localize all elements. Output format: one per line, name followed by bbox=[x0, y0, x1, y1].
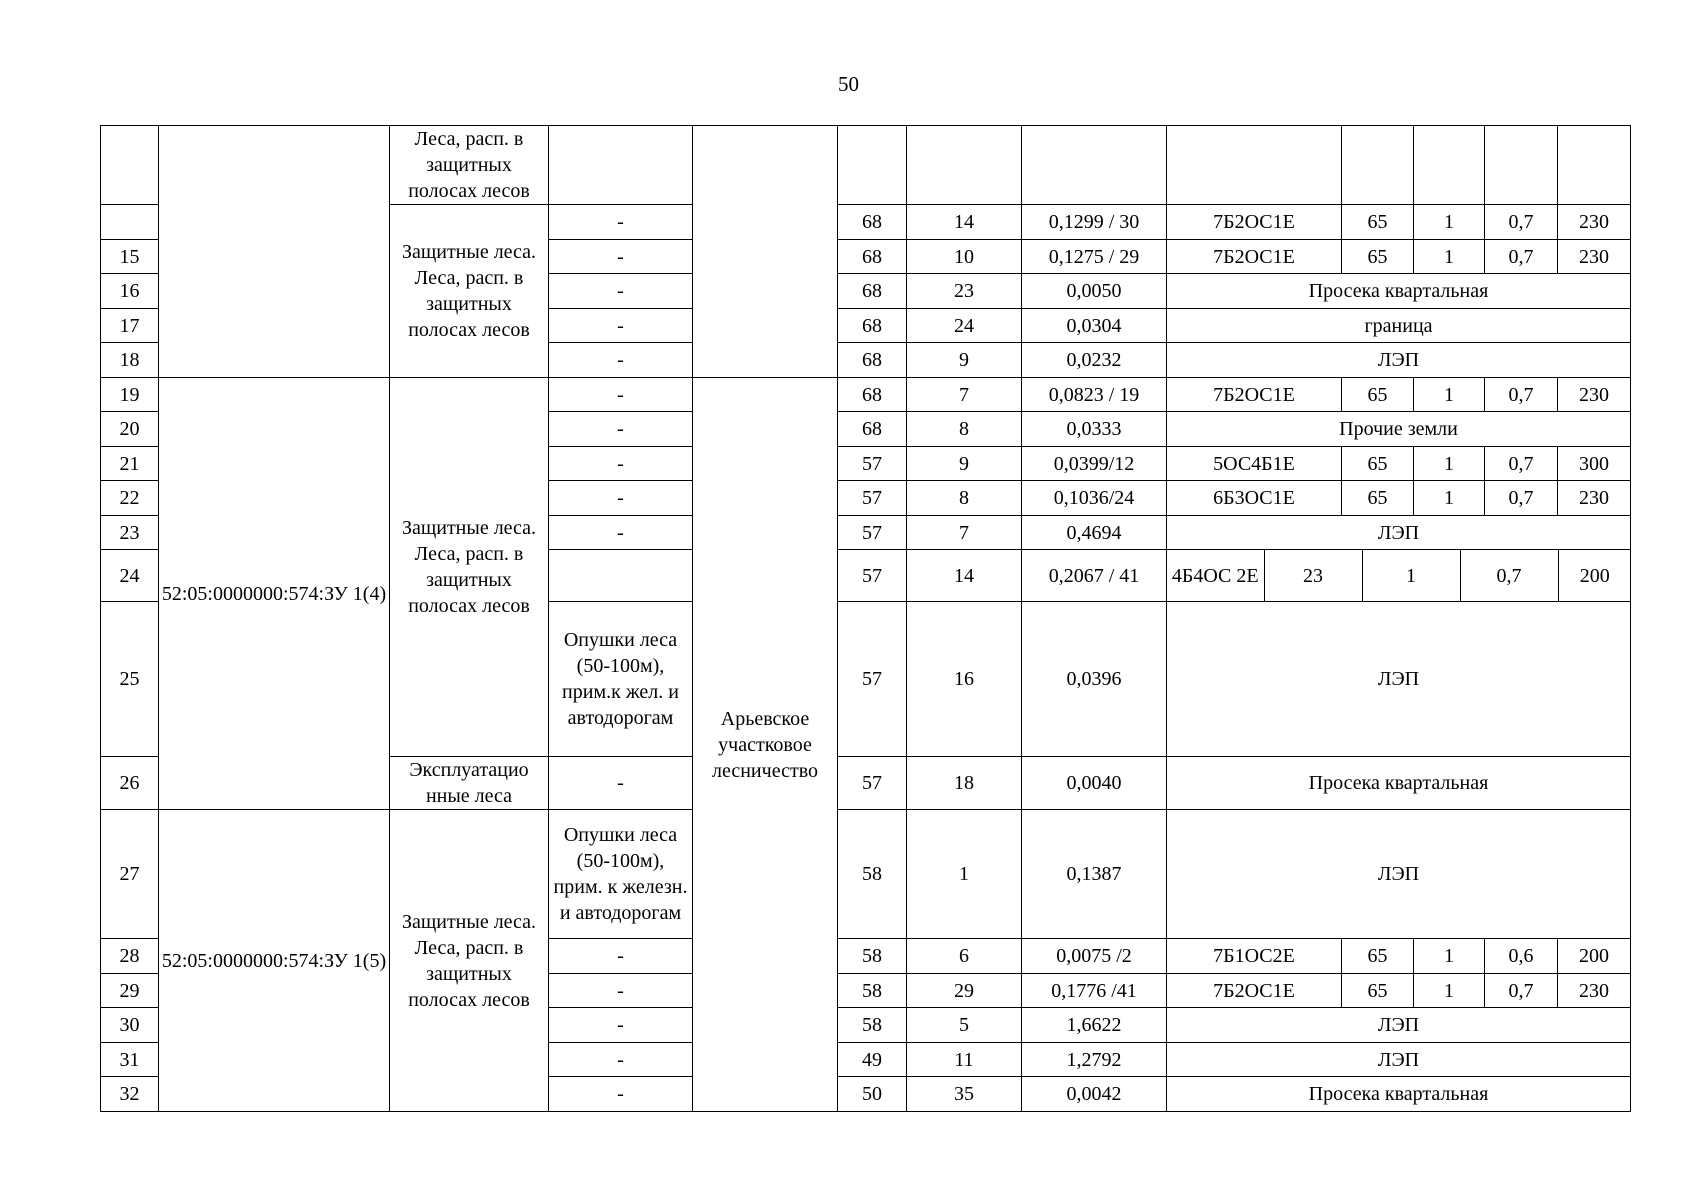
quarter: 68 bbox=[838, 343, 907, 378]
section: 24 bbox=[907, 309, 1022, 343]
row-number: 21 bbox=[101, 447, 159, 481]
row-number: 28 bbox=[101, 939, 159, 974]
taxation-group bbox=[1167, 550, 1631, 602]
area: 0,0042 bbox=[1022, 1077, 1167, 1112]
quarter: 57 bbox=[838, 516, 907, 550]
special-zone bbox=[549, 126, 693, 205]
section: 7 bbox=[907, 378, 1022, 412]
land-note: ЛЭП bbox=[1167, 1008, 1631, 1043]
special-zone: - bbox=[549, 974, 693, 1008]
section: 14 bbox=[907, 550, 1022, 602]
forest-category: Защитные леса. Леса, расп. в защитных полосах лесов bbox=[390, 205, 549, 378]
section: 8 bbox=[907, 481, 1022, 516]
land-note: Просека квартальная bbox=[1167, 757, 1631, 810]
quarter: 58 bbox=[838, 939, 907, 974]
age: 23 bbox=[1264, 550, 1362, 601]
composition: 7Б2ОС1Е bbox=[1167, 378, 1342, 412]
section: 1 bbox=[907, 810, 1022, 939]
quarter: 68 bbox=[838, 205, 907, 240]
class: 1 bbox=[1414, 240, 1485, 274]
cadastral-number: 52:05:0000000:574:ЗУ 1(4) bbox=[159, 378, 390, 810]
area: 0,0333 bbox=[1022, 412, 1167, 447]
composition: 7Б2ОС1Е bbox=[1167, 240, 1342, 274]
area: 0,0232 bbox=[1022, 343, 1167, 378]
row-number: 29 bbox=[101, 974, 159, 1008]
section: 14 bbox=[907, 205, 1022, 240]
age: 65 bbox=[1342, 481, 1414, 516]
special-zone: - bbox=[549, 939, 693, 974]
special-zone: - bbox=[549, 1008, 693, 1043]
forest-plots-table bbox=[100, 125, 1631, 1112]
age: 65 bbox=[1342, 240, 1414, 274]
composition: 5ОС4Б1Е bbox=[1167, 447, 1342, 481]
table-row bbox=[101, 126, 1631, 205]
area: 0,0399/12 bbox=[1022, 447, 1167, 481]
forest-category: Эксплуатацио нные леса bbox=[390, 757, 549, 810]
area: 0,1036/24 bbox=[1022, 481, 1167, 516]
table-row bbox=[101, 378, 1631, 412]
quarter: 57 bbox=[838, 602, 907, 757]
class: 1 bbox=[1414, 481, 1485, 516]
land-note: Просека квартальная bbox=[1167, 274, 1631, 309]
row-number: 17 bbox=[101, 309, 159, 343]
special-zone: - bbox=[549, 274, 693, 309]
quarter: 68 bbox=[838, 412, 907, 447]
quarter: 58 bbox=[838, 1008, 907, 1043]
special-zone: - bbox=[549, 516, 693, 550]
section: 5 bbox=[907, 1008, 1022, 1043]
section: 35 bbox=[907, 1077, 1022, 1112]
composition: 7Б2ОС1Е bbox=[1167, 974, 1342, 1008]
section: 7 bbox=[907, 516, 1022, 550]
quarter: 50 bbox=[838, 1077, 907, 1112]
section: 16 bbox=[907, 602, 1022, 757]
quarter: 57 bbox=[838, 481, 907, 516]
composition: 6Б3ОС1Е bbox=[1167, 481, 1342, 516]
quarter: 57 bbox=[838, 447, 907, 481]
special-zone: - bbox=[549, 447, 693, 481]
age: 65 bbox=[1342, 205, 1414, 240]
class: 1 bbox=[1362, 550, 1460, 601]
special-zone: - bbox=[549, 481, 693, 516]
forest-category: Защитные леса. Леса, расп. в защитных полосах лесов bbox=[390, 810, 549, 1112]
area: 1,6622 bbox=[1022, 1008, 1167, 1043]
density bbox=[1485, 126, 1558, 205]
quarter: 68 bbox=[838, 274, 907, 309]
age: 65 bbox=[1342, 378, 1414, 412]
forestry-name: Арьевское участковое лесничество bbox=[693, 378, 838, 1112]
age: 65 bbox=[1342, 974, 1414, 1008]
density: 0,7 bbox=[1485, 974, 1558, 1008]
section bbox=[907, 126, 1022, 205]
land-note: ЛЭП bbox=[1167, 1043, 1631, 1077]
page-number: 50 bbox=[838, 72, 859, 96]
area: 0,1299 / 30 bbox=[1022, 205, 1167, 240]
age: 65 bbox=[1342, 939, 1414, 974]
row-number: 27 bbox=[101, 810, 159, 939]
stock: 200 bbox=[1558, 939, 1631, 974]
special-zone: Опушки леса (50-100м), прим. к железн. и автодорогам bbox=[549, 810, 693, 939]
land-note: Прочие земли bbox=[1167, 412, 1631, 447]
quarter bbox=[838, 126, 907, 205]
special-zone: - bbox=[549, 343, 693, 378]
section: 11 bbox=[907, 1043, 1022, 1077]
special-zone: - bbox=[549, 378, 693, 412]
age bbox=[1342, 126, 1414, 205]
row-number: 25 bbox=[101, 602, 159, 757]
section: 6 bbox=[907, 939, 1022, 974]
table-row bbox=[101, 810, 1631, 939]
area: 0,0040 bbox=[1022, 757, 1167, 810]
age: 65 bbox=[1342, 447, 1414, 481]
forest-category: Защитные леса. Леса, расп. в защитных полосах лесов bbox=[390, 378, 549, 757]
land-note: граница bbox=[1167, 309, 1631, 343]
class: 1 bbox=[1414, 974, 1485, 1008]
row-number: 16 bbox=[101, 274, 159, 309]
class: 1 bbox=[1414, 447, 1485, 481]
special-zone bbox=[549, 550, 693, 602]
stock bbox=[1558, 126, 1631, 205]
stock: 200 bbox=[1558, 550, 1631, 601]
stock: 230 bbox=[1558, 974, 1631, 1008]
section: 9 bbox=[907, 447, 1022, 481]
quarter: 68 bbox=[838, 378, 907, 412]
composition bbox=[1167, 126, 1342, 205]
class bbox=[1414, 126, 1485, 205]
quarter: 68 bbox=[838, 309, 907, 343]
special-zone: Опушки леса (50-100м), прим.к жел. и автодорогам bbox=[549, 602, 693, 757]
row-number bbox=[101, 126, 159, 205]
row-number: 30 bbox=[101, 1008, 159, 1043]
area: 0,4694 bbox=[1022, 516, 1167, 550]
area: 0,2067 / 41 bbox=[1022, 550, 1167, 602]
quarter: 57 bbox=[838, 550, 907, 602]
stock: 230 bbox=[1558, 205, 1631, 240]
row-number: 23 bbox=[101, 516, 159, 550]
special-zone: - bbox=[549, 205, 693, 240]
taxation-inner-table bbox=[1167, 550, 1631, 601]
row-number: 24 bbox=[101, 550, 159, 602]
land-note: Просека квартальная bbox=[1167, 1077, 1631, 1112]
density: 0,7 bbox=[1485, 447, 1558, 481]
area: 0,0050 bbox=[1022, 274, 1167, 309]
quarter: 58 bbox=[838, 810, 907, 939]
row-number: 26 bbox=[101, 757, 159, 810]
area: 0,1275 / 29 bbox=[1022, 240, 1167, 274]
density: 0,7 bbox=[1485, 378, 1558, 412]
special-zone: - bbox=[549, 757, 693, 810]
land-note: ЛЭП bbox=[1167, 810, 1631, 939]
land-note: ЛЭП bbox=[1167, 343, 1631, 378]
area: 0,0304 bbox=[1022, 309, 1167, 343]
density: 0,7 bbox=[1485, 205, 1558, 240]
stock: 230 bbox=[1558, 378, 1631, 412]
special-zone: - bbox=[549, 309, 693, 343]
area: 0,1387 bbox=[1022, 810, 1167, 939]
forestry-name bbox=[693, 126, 838, 378]
density: 0,7 bbox=[1485, 481, 1558, 516]
section: 9 bbox=[907, 343, 1022, 378]
section: 23 bbox=[907, 274, 1022, 309]
quarter: 57 bbox=[838, 757, 907, 810]
area: 0,1776 /41 bbox=[1022, 974, 1167, 1008]
row-number: 19 bbox=[101, 378, 159, 412]
stock: 230 bbox=[1558, 481, 1631, 516]
row-number: 20 bbox=[101, 412, 159, 447]
special-zone: - bbox=[549, 1077, 693, 1112]
area bbox=[1022, 126, 1167, 205]
row-number: 32 bbox=[101, 1077, 159, 1112]
composition: 7Б1ОС2Е bbox=[1167, 939, 1342, 974]
class: 1 bbox=[1414, 939, 1485, 974]
land-note: ЛЭП bbox=[1167, 602, 1631, 757]
area: 0,0823 / 19 bbox=[1022, 378, 1167, 412]
quarter: 49 bbox=[838, 1043, 907, 1077]
section: 29 bbox=[907, 974, 1022, 1008]
special-zone: - bbox=[549, 412, 693, 447]
density: 0,7 bbox=[1460, 550, 1558, 601]
class: 1 bbox=[1414, 378, 1485, 412]
stock: 230 bbox=[1558, 240, 1631, 274]
composition: 7Б2ОС1Е bbox=[1167, 205, 1342, 240]
cadastral-number bbox=[159, 126, 390, 378]
land-note: ЛЭП bbox=[1167, 516, 1631, 550]
composition: 4Б4ОС 2Е bbox=[1171, 564, 1259, 587]
area: 0,0075 /2 bbox=[1022, 939, 1167, 974]
row-number: 31 bbox=[101, 1043, 159, 1077]
row-number: 22 bbox=[101, 481, 159, 516]
row-number: 18 bbox=[101, 343, 159, 378]
class: 1 bbox=[1414, 205, 1485, 240]
section: 10 bbox=[907, 240, 1022, 274]
quarter: 68 bbox=[838, 240, 907, 274]
row-number: 15 bbox=[101, 240, 159, 274]
section: 8 bbox=[907, 412, 1022, 447]
density: 0,6 bbox=[1485, 939, 1558, 974]
cadastral-number: 52:05:0000000:574:ЗУ 1(5) bbox=[159, 810, 390, 1112]
special-zone: - bbox=[549, 1043, 693, 1077]
section: 18 bbox=[907, 757, 1022, 810]
area: 1,2792 bbox=[1022, 1043, 1167, 1077]
forest-category: Леса, расп. в защитных полосах лесов bbox=[390, 126, 549, 205]
stock: 300 bbox=[1558, 447, 1631, 481]
special-zone: - bbox=[549, 240, 693, 274]
quarter: 58 bbox=[838, 974, 907, 1008]
area: 0,0396 bbox=[1022, 602, 1167, 757]
row-number bbox=[101, 205, 159, 240]
density: 0,7 bbox=[1485, 240, 1558, 274]
